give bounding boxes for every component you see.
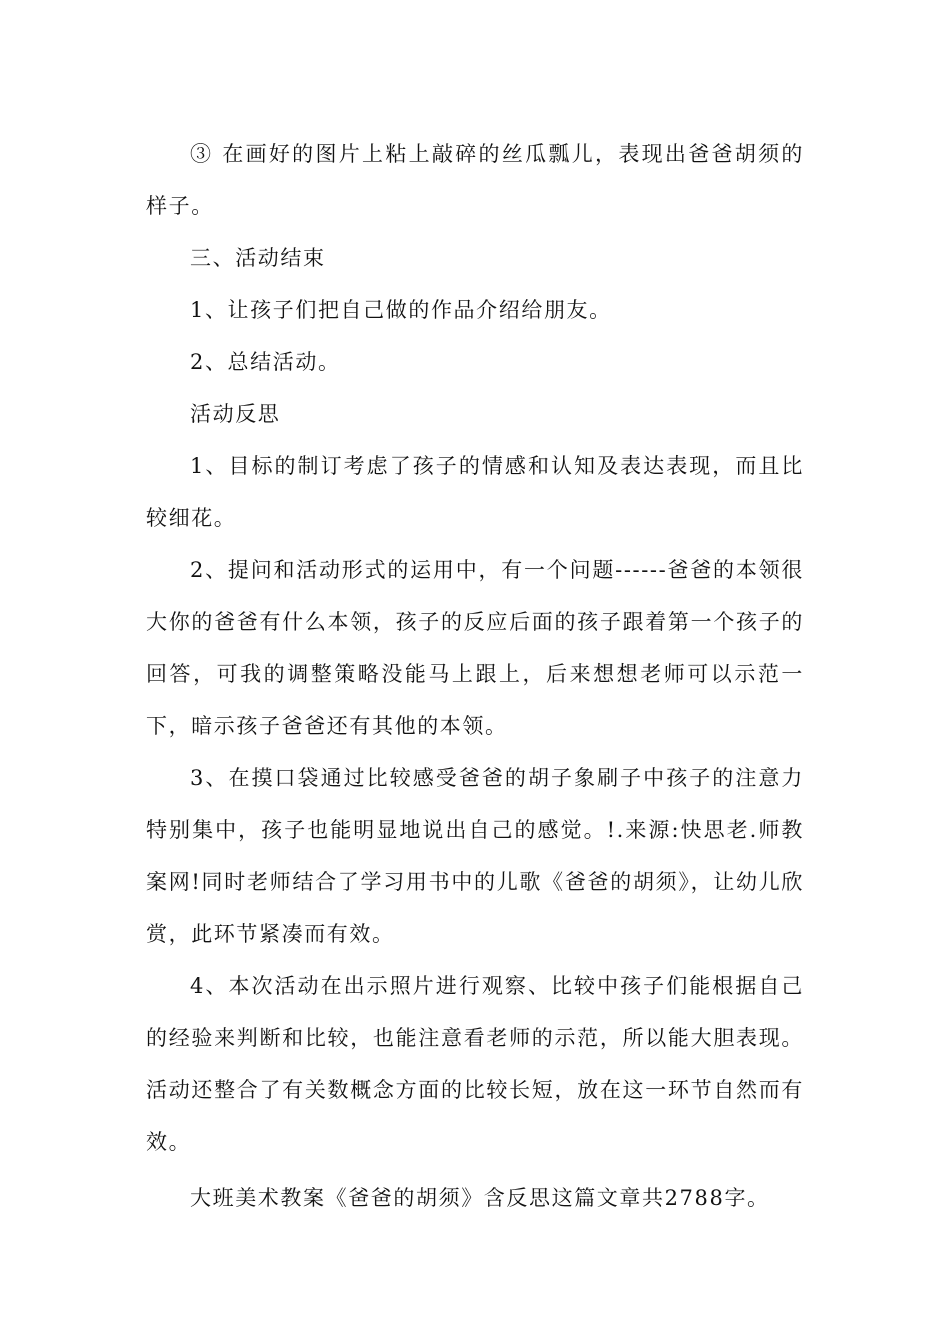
paragraph-reflection-3: 3、在摸口袋通过比较感受爸爸的胡子象刷子中孩子的注意力特别集中，孩子也能明显地说出自己的感觉。!.来源:快思老.师教案网!同时老师结合了学习用书中的儿歌《爸爸的胡须》，让幼儿欣赏，此环节紧凑而有效。 <box>146 766 804 946</box>
paragraph-end-2: 2、总结活动。 <box>190 350 341 374</box>
paragraph-reflection-1: 1、目标的制订考虑了孩子的情感和认知及表达表现，而且比较细花。 <box>146 454 804 530</box>
paragraph-reflection-2: 2、提问和活动形式的运用中，有一个问题------爸爸的本领很大你的爸爸有什么本领，孩子的反应后面的孩子跟着第一个孩子的回答，可我的调整策略没能马上跟上，后来想想老师可以示范一下，暗示孩子爸爸还有其他的本领。 <box>146 558 804 738</box>
article-word-count-note: 大班美术教案《爸爸的胡须》含反思这篇文章共2788字。 <box>190 1186 770 1210</box>
paragraph-step-3: ③ 在画好的图片上粘上敲碎的丝瓜瓢儿，表现出爸爸胡须的样子。 <box>146 142 804 218</box>
heading-reflection: 活动反思 <box>190 402 281 426</box>
heading-activity-end: 三、活动结束 <box>190 246 326 270</box>
paragraph-reflection-4: 4、本次活动在出示照片进行观察、比较中孩子们能根据自己的经验来判断和比较，也能注意看老师的示范，所以能大胆表现。活动还整合了有关数概念方面的比较长短，放在这一环节自然而有效。 <box>146 974 804 1154</box>
paragraph-end-1: 1、让孩子们把自己做的作品介绍给朋友。 <box>190 298 612 322</box>
document-body <box>146 128 804 1168</box>
